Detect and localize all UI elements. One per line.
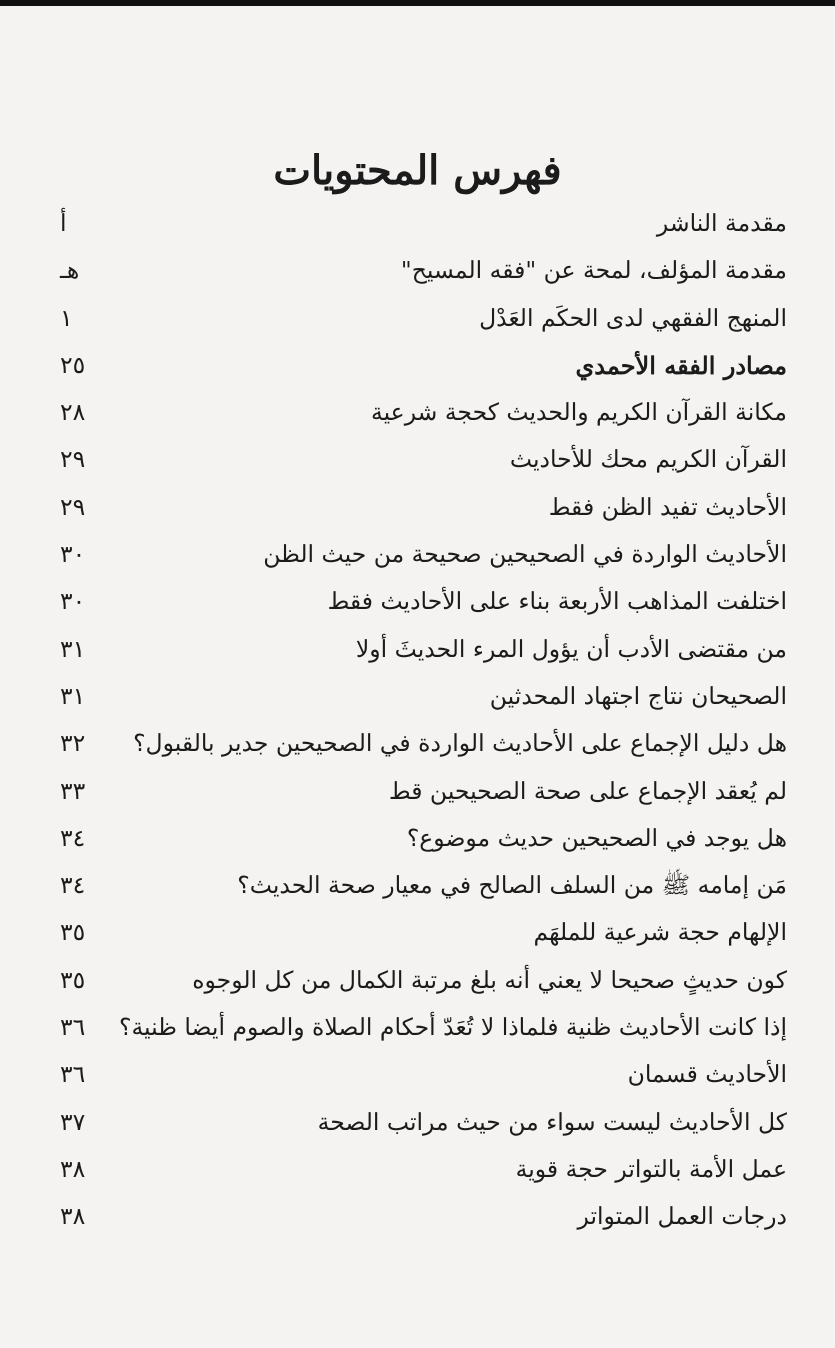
toc-entry-title: الأحاديث تفيد الظن فقط bbox=[548, 492, 787, 521]
toc-page-number: ٢٥ bbox=[60, 350, 86, 379]
toc-page-number: ٣٦ bbox=[60, 1060, 86, 1089]
toc-page-number: ٣٨ bbox=[60, 1202, 86, 1231]
toc-entry-title: اختلفت المذاهب الأربعة بناء على الأحاديث فقط bbox=[327, 587, 787, 616]
toc-entry-title: المنهج الفقهي لدى الحكَم العَدْل bbox=[479, 303, 787, 332]
toc-entry-title: مَن إمامه ﷺ من السلف الصالح في معيار صحة الحديث؟ bbox=[237, 871, 787, 900]
toc-entry[interactable] bbox=[0, 962, 835, 1009]
toc-entry[interactable] bbox=[0, 252, 835, 299]
toc-entry-title: إذا كانت الأحاديث ظنية فلماذا لا تُعَدّ أحكام الصلاة والصوم أيضا ظنية؟ bbox=[118, 1013, 787, 1042]
toc-page-number: ٢٨ bbox=[60, 398, 86, 427]
toc-entry[interactable] bbox=[0, 536, 835, 583]
toc-entry[interactable] bbox=[0, 678, 835, 725]
toc-entry[interactable] bbox=[0, 725, 835, 772]
toc-entry-title: الإلهام حجة شرعية للملهَم bbox=[533, 918, 787, 947]
toc-page-number: ٣٦ bbox=[60, 1013, 86, 1042]
toc-page-number: ٣٢ bbox=[60, 729, 86, 758]
toc-page-number: ٣٨ bbox=[60, 1154, 86, 1183]
toc-entry-title: لم يُعقد الإجماع على صحة الصحيحين قط bbox=[388, 776, 787, 805]
toc-entry[interactable] bbox=[0, 867, 835, 914]
toc-page-number: ٣٤ bbox=[60, 823, 86, 852]
toc-entry-title: درجات العمل المتواتر bbox=[577, 1202, 787, 1231]
toc-entry-title: من مقتضى الأدب أن يؤول المرء الحديثَ أولا bbox=[355, 634, 787, 663]
toc-entry[interactable] bbox=[0, 394, 835, 441]
toc-entry[interactable] bbox=[0, 914, 835, 961]
toc-entry[interactable] bbox=[0, 1104, 835, 1151]
toc-entry[interactable] bbox=[0, 1056, 835, 1103]
toc-entry-title: الصحيحان نتاج اجتهاد المحدثين bbox=[489, 681, 787, 710]
toc-entry-title: القرآن الكريم محك للأحاديث bbox=[509, 445, 787, 474]
toc-entry-title: كون حديثٍ صحيحا لا يعني أنه بلغ مرتبة الكمال من كل الوجوه bbox=[192, 965, 787, 994]
toc-page-number: ٣٥ bbox=[60, 965, 86, 994]
toc-page-number: ٣٥ bbox=[60, 918, 86, 947]
toc-page-number: أ bbox=[60, 209, 67, 237]
toc-page-number: ٣٠ bbox=[60, 540, 86, 569]
toc-page-number: ٢٩ bbox=[60, 492, 86, 521]
toc-entry[interactable] bbox=[0, 1198, 835, 1245]
toc-section-heading[interactable] bbox=[0, 347, 835, 394]
toc-page-number: ٣٧ bbox=[60, 1107, 86, 1136]
toc-page-number: ٣٣ bbox=[60, 776, 86, 805]
toc-page-number: ٢٩ bbox=[60, 445, 86, 474]
toc-entry-title: مقدمة المؤلف، لمحة عن "فقه المسيح" bbox=[400, 256, 787, 285]
table-of-contents bbox=[0, 205, 835, 1246]
toc-page-number: ٣٤ bbox=[60, 871, 86, 900]
toc-page-number: هـ bbox=[60, 256, 80, 285]
toc-entry-title: عمل الأمة بالتواتر حجة قوية bbox=[515, 1154, 787, 1183]
toc-entry-title: الأحاديث الواردة في الصحيحين صحيحة من حيث الظن bbox=[263, 540, 787, 569]
toc-entry[interactable] bbox=[0, 441, 835, 488]
toc-entry-title: مقدمة الناشر bbox=[656, 209, 787, 237]
toc-page-number: ١ bbox=[60, 303, 73, 332]
toc-entry-title: مكانة القرآن الكريم والحديث كحجة شرعية bbox=[370, 398, 787, 427]
page-top-edge bbox=[0, 0, 835, 6]
toc-entry[interactable] bbox=[0, 300, 835, 347]
toc-entry[interactable] bbox=[0, 489, 835, 536]
toc-entry[interactable] bbox=[0, 631, 835, 678]
toc-entry-title: هل يوجد في الصحيحين حديث موضوع؟ bbox=[406, 823, 787, 852]
toc-entry[interactable] bbox=[0, 773, 835, 820]
toc-page-number: ٣٠ bbox=[60, 587, 86, 616]
toc-entry-title: هل دليل الإجماع على الأحاديث الواردة في الصحيحين جدير بالقبول؟ bbox=[133, 729, 787, 758]
toc-entry-title: مصادر الفقه الأحمدي bbox=[575, 350, 787, 380]
toc-entry[interactable] bbox=[0, 1151, 835, 1198]
page-title: فهرس المحتويات bbox=[273, 146, 562, 194]
toc-entry[interactable] bbox=[0, 820, 835, 867]
toc-entry[interactable] bbox=[0, 1009, 835, 1056]
toc-entry[interactable] bbox=[0, 583, 835, 630]
toc-entry-title: الأحاديث قسمان bbox=[627, 1060, 787, 1089]
toc-entry-title: كل الأحاديث ليست سواء من حيث مراتب الصحة bbox=[317, 1107, 787, 1136]
toc-page-number: ٣١ bbox=[60, 634, 86, 663]
toc-entry[interactable] bbox=[0, 205, 835, 252]
toc-page-number: ٣١ bbox=[60, 681, 86, 710]
